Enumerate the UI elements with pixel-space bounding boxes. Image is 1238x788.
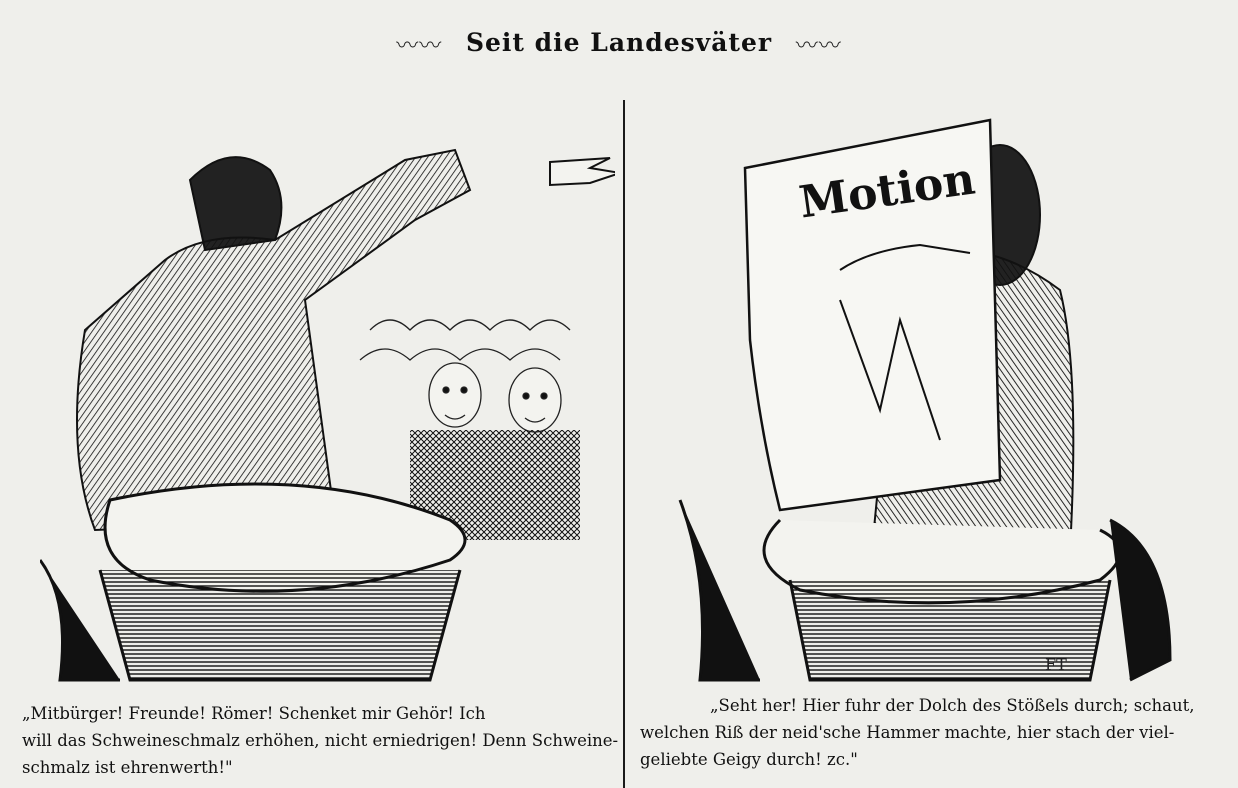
caption-left-line-3: schmalz ist ehrenwerth!" <box>22 758 233 777</box>
caption-left-line-2: will das Schweineschmalz erhöhen, nicht erniedrigen! Denn Schweine- <box>22 731 619 750</box>
caption-left-line-1: „Mitbürger! Freunde! Römer! Schenket mir Gehör! Ich <box>22 704 486 723</box>
title-text: Seit die Landesväter <box>465 28 773 57</box>
panel-divider <box>623 100 625 788</box>
lectern-right <box>680 500 1170 680</box>
left-illustration <box>40 100 615 682</box>
artist-signature: FT <box>1045 655 1067 674</box>
motion-illustration <box>640 100 1220 682</box>
caption-right <box>640 692 1220 773</box>
caption-left <box>22 700 619 781</box>
caption-right-line-1: „Seht her! Hier fuhr der Dolch des Stößels durch; schaut, <box>710 696 1195 715</box>
right-illustration <box>640 100 1220 682</box>
motion-sign-text: Motion <box>796 153 979 229</box>
page-title <box>0 28 1238 60</box>
motion-paper <box>745 120 1000 510</box>
caption-right-line-3: geliebte Geigy durch! zc." <box>640 750 858 769</box>
orator-illustration <box>40 100 615 682</box>
left-flourish-icon: 〰〰 <box>396 34 443 59</box>
right-flourish-icon: 〰〰 <box>795 34 842 59</box>
caption-right-line-2: welchen Riß der neid'sche Hammer machte, hier stach der viel- <box>640 723 1175 742</box>
